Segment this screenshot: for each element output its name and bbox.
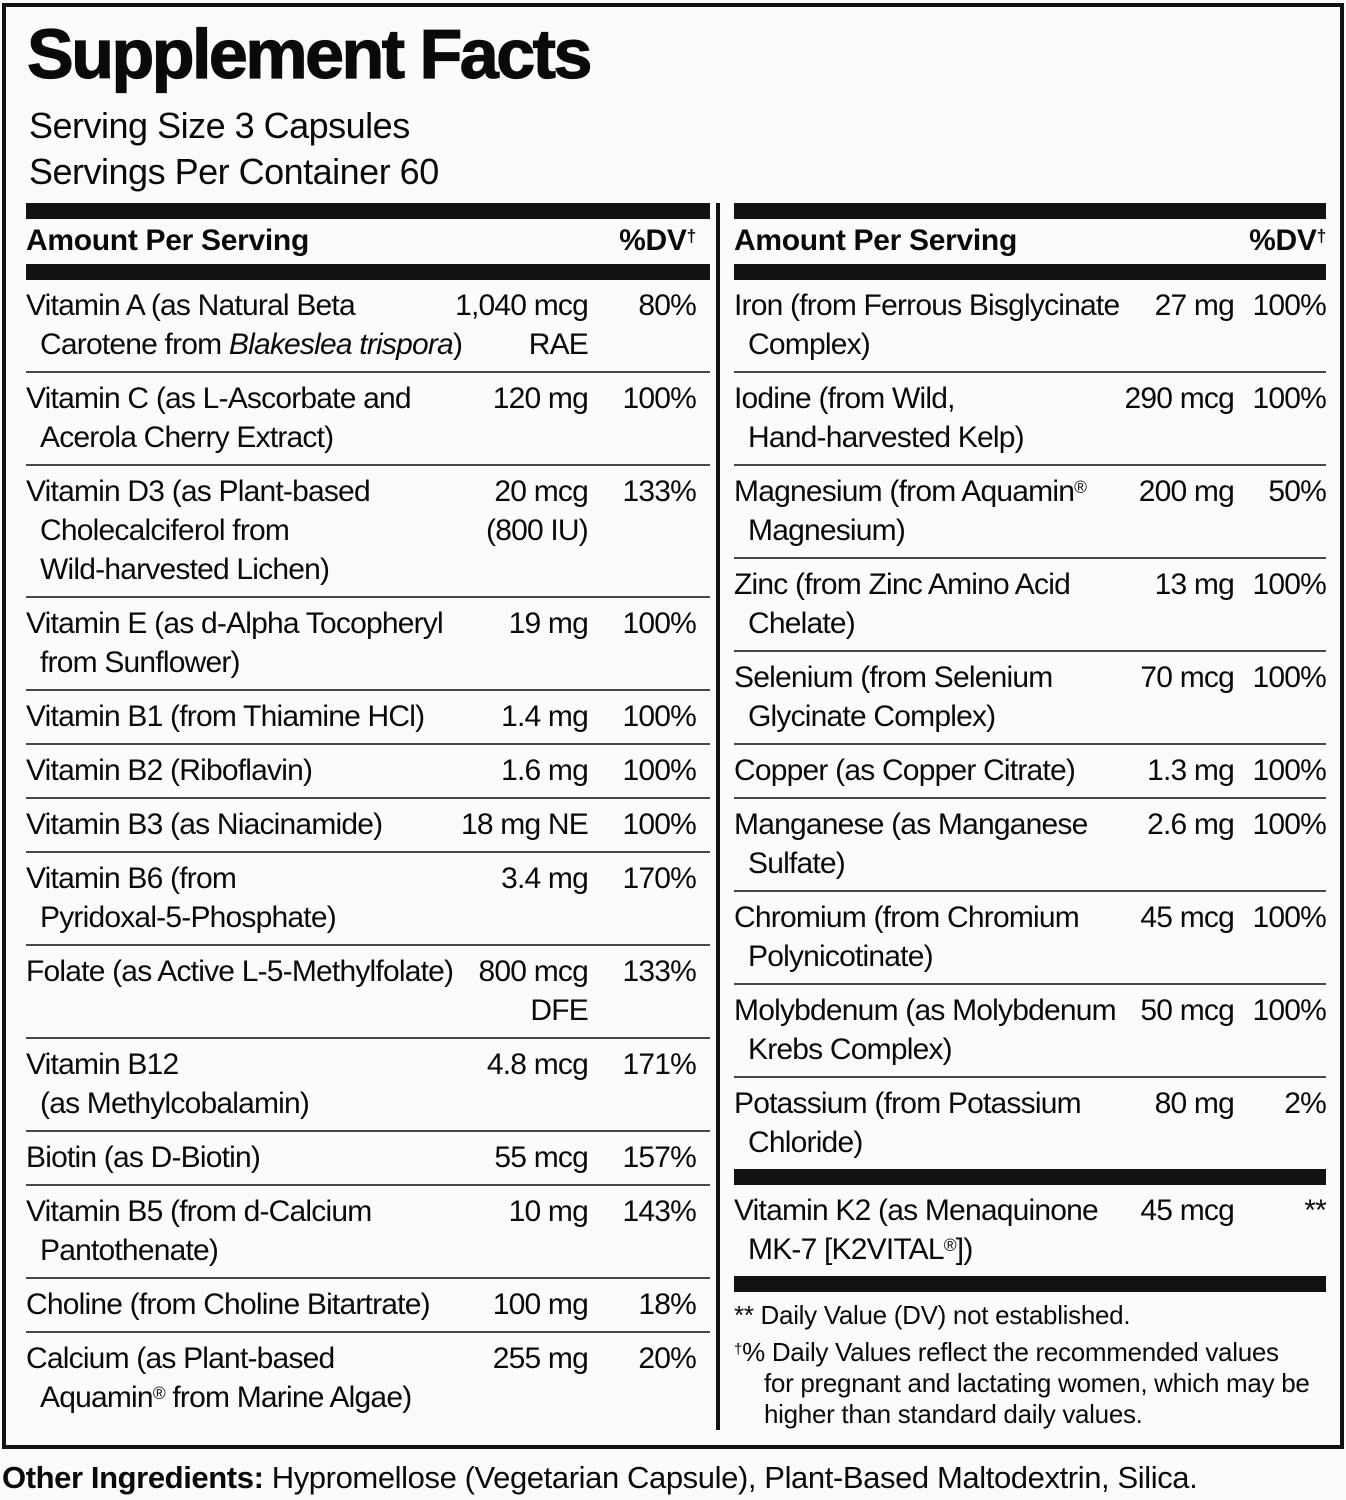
nutrient-name [26,286,463,364]
nutrient-dv: 100% [622,607,696,640]
text-line: Carotene from Blakeslea trispora) [40,328,463,361]
nutrient-dv: 171% [622,1048,696,1081]
text-line: Vitamin E (as d-Alpha Tocopheryl [26,607,443,640]
nutrient-dv: 20% [638,1342,696,1375]
text-line: Vitamin B5 (from d-Calcium [26,1195,372,1228]
nutrient-dv: 100% [1252,382,1326,415]
servings-per-container: Servings Per Container 60 [29,151,439,192]
nutrient-dv: 2% [1284,1087,1326,1120]
nutrient-amount [1084,991,1234,1069]
amount-per-serving-label: Amount Per Serving [734,224,1017,257]
nutrient-row [734,743,1326,797]
text-line: Magnesium) [748,514,906,547]
text-line: 55 mcg [494,1141,588,1174]
footnotes [734,1292,1326,1430]
nutrient-amount [1084,805,1234,883]
text-line: RAE [528,328,588,361]
text-line: Pyridoxal-5-Phosphate) [40,901,336,934]
nutrient-row [26,1130,710,1184]
nutrient-row [734,557,1326,650]
nutrient-row [734,797,1326,890]
nutrient-row [26,371,710,464]
text-line: Vitamin K2 (as Menaquinone [734,1194,1098,1227]
nutrient-row [26,1277,710,1331]
nutrient-amount [418,952,588,1030]
nutrient-dv: 133% [622,955,696,988]
nutrient-amount [1084,1084,1234,1162]
nutrient-dv: 50% [1268,475,1326,508]
nutrient-amount [418,1285,588,1324]
right-column-header [734,219,1326,264]
nutrient-row [734,280,1326,371]
text-line: Krebs Complex) [748,1033,952,1066]
supplement-facts-panel [2,3,1344,1449]
footnote-daily-values [734,1337,1324,1430]
text-line: Vitamin B1 (from Thiamine HCl) [26,700,425,733]
text-line: Acerola Cherry Extract) [40,421,334,454]
nutrient-name [26,1285,430,1324]
nutrient-row [734,1076,1326,1169]
nutrient-name [26,697,425,736]
nutrient-row [26,743,710,797]
nutrient-row [734,983,1326,1076]
text-line: Wild-harvested Lichen) [40,553,330,586]
supplement-facts-title: Supplement Facts [27,15,590,93]
nutrient-name [734,565,1084,643]
nutrient-amount [418,1045,588,1123]
percent-dv-label: %DV† [1249,224,1326,257]
nutrient-row [26,280,710,371]
nutrient-row [734,464,1326,557]
text-line: for pregnant and lactating women, which may be [764,1368,1310,1398]
nutrient-name [734,286,1120,364]
text-line: Vitamin B6 (from [26,862,237,895]
nutrient-amount [418,472,588,589]
text-line: Choline (from Choline Bitartrate) [26,1288,430,1321]
nutrient-row [734,890,1326,983]
nutrient-row [734,650,1326,743]
nutrient-row [26,596,710,689]
right-column [734,203,1326,1430]
text-line: Iron (from Ferrous Bisglycinate [734,289,1120,322]
text-line: †% Daily Values reflect the recommended values [734,1337,1279,1367]
serving-size: Serving Size 3 Capsules [29,105,410,146]
nutrient-amount [1084,472,1234,550]
text-line: 1.4 mg [501,700,588,733]
text-line: Manganese (as Manganese [734,808,1088,841]
nutrient-row [26,1184,710,1277]
nutrient-row [26,851,710,944]
text-line: higher than standard daily values. [764,1399,1143,1429]
text-line: Folate (as Active L-5-Methylfolate) [26,955,454,988]
nutrient-name [26,805,418,844]
text-line: 1.6 mg [501,754,588,787]
percent-dv-label: %DV† [619,224,696,257]
nutrient-name [734,751,1084,790]
left-column-header [26,219,710,264]
text-line: 13 mg [1154,568,1234,601]
nutrient-row [26,464,710,596]
text-line: Iodine (from Wild, [734,382,955,415]
text-line: Potassium (from Potassium [734,1087,1081,1120]
nutrient-name [734,991,1116,1069]
text-line: Chloride) [748,1126,863,1159]
thick-rule [26,264,710,280]
vitamin-k2-rows [734,1185,1326,1276]
nutrient-amount [1084,565,1234,643]
nutrient-amount [1084,751,1234,790]
text-line: 255 mg [492,1342,588,1375]
text-line: Aquamin® from Marine Algae) [40,1381,412,1414]
nutrient-amount [418,751,588,790]
text-line: Molybdenum (as Molybdenum [734,994,1116,1027]
nutrient-dv: 100% [622,808,696,841]
nutrient-dv: 100% [1252,289,1326,322]
text-line: 20 mcg [494,475,588,508]
text-line: Sulfate) [748,847,845,880]
nutrient-dv: 100% [1252,808,1326,841]
nutrient-amount [418,859,588,937]
text-line: Vitamin D3 (as Plant-based [26,475,370,508]
text-line: 1.3 mg [1147,754,1234,787]
nutrient-row [26,944,710,1037]
nutrient-dv: 157% [622,1141,696,1174]
text-line: 80 mg [1154,1087,1234,1120]
nutrient-amount [418,1192,588,1270]
text-line: (800 IU) [486,514,588,547]
nutrient-name [26,1339,418,1417]
text-line: 70 mcg [1140,661,1234,694]
text-line: 19 mg [508,607,588,640]
text-line: Complex) [748,328,870,361]
nutrient-amount [418,805,588,844]
left-column [26,203,710,1430]
nutrient-row [734,371,1326,464]
nutrient-name [734,379,1084,457]
nutrient-name [26,859,418,937]
nutrient-amount [1084,286,1234,364]
nutrient-dv: 133% [622,475,696,508]
nutrient-dv: 80% [638,289,696,322]
text-line: 2.6 mg [1147,808,1234,841]
text-line: (as Methylcobalamin) [40,1087,310,1120]
thick-rule [734,203,1326,219]
nutrient-row [26,1037,710,1130]
column-divider [716,203,720,1430]
thick-rule [734,264,1326,280]
nutrient-name [26,1045,418,1123]
nutrient-row [734,1185,1326,1276]
nutrient-dv: 100% [1252,901,1326,934]
text-line: Glycinate Complex) [748,700,996,733]
nutrient-row [26,1331,710,1424]
nutrient-name [26,1192,418,1270]
text-line: 45 mcg [1140,901,1234,934]
text-line: Pantothenate) [40,1234,219,1267]
text-line: 27 mg [1154,289,1234,322]
nutrient-amount [1084,379,1234,457]
nutrient-row [26,689,710,743]
other-ingredients: Other Ingredients: Hypromellose (Vegetarian Capsule), Plant-Based Maltodextrin, Silica. [2,1460,1198,1495]
nutrient-name [26,472,418,589]
nutrient-amount [418,286,588,364]
text-line: 3.4 mg [501,862,588,895]
amount-per-serving-label: Amount Per Serving [26,224,309,257]
text-line: 1,040 mcg [455,289,588,322]
text-line: Selenium (from Selenium [734,661,1053,694]
facts-columns [6,203,1340,1430]
thick-rule [734,1169,1326,1185]
text-line: 50 mcg [1140,994,1234,1027]
text-line: Biotin (as D-Biotin) [26,1141,261,1174]
nutrient-name [734,1084,1084,1162]
nutrient-row [26,797,710,851]
nutrient-name [26,952,454,1030]
nutrient-name [26,379,418,457]
text-line: Chelate) [748,607,855,640]
left-nutrient-rows [26,280,710,1424]
right-nutrient-rows [734,280,1326,1169]
text-line: Vitamin B3 (as Niacinamide) [26,808,383,841]
text-line: Calcium (as Plant-based [26,1342,335,1375]
text-line: Vitamin A (as Natural Beta [26,289,355,322]
nutrient-name [26,604,443,682]
nutrient-amount [418,604,588,682]
text-line: Magnesium (from Aquamin® [734,475,1087,508]
nutrient-dv: 100% [622,700,696,733]
nutrient-name [734,472,1087,550]
text-line: 18 mg NE [461,808,588,841]
text-line: Copper (as Copper Citrate) [734,754,1076,787]
nutrient-dv: 100% [1252,994,1326,1027]
nutrient-amount [418,1339,588,1417]
text-line: from Sunflower) [40,646,240,679]
text-line: 120 mg [492,382,588,415]
text-line: 290 mcg [1124,382,1234,415]
nutrient-amount [418,1138,588,1177]
text-line: Polynicotinate) [748,940,933,973]
nutrient-dv: 100% [1252,754,1326,787]
nutrient-dv: 143% [622,1195,696,1228]
nutrient-name [26,1138,418,1177]
nutrient-dv: 100% [1252,661,1326,694]
nutrient-amount [1084,1191,1234,1269]
text-line: Hand-harvested Kelp) [748,421,1024,454]
text-line: 800 mcg [478,955,588,988]
text-line: 100 mg [492,1288,588,1321]
nutrient-dv: 100% [1252,568,1326,601]
nutrient-dv: 170% [622,862,696,895]
text-line: 45 mcg [1140,1194,1234,1227]
nutrient-dv: 18% [638,1288,696,1321]
text-line: Cholecalciferol from [40,514,290,547]
text-line: 10 mg [508,1195,588,1228]
nutrient-dv: ** [1304,1194,1326,1227]
footnote-dv-not-established: ** Daily Value (DV) not established. [734,1300,1131,1330]
text-line: Chromium (from Chromium [734,901,1079,934]
nutrient-name [734,805,1088,883]
nutrient-name [734,1191,1098,1269]
nutrient-amount [418,697,588,736]
nutrient-name [734,898,1084,976]
thick-rule [26,203,710,219]
text-line: 200 mg [1138,475,1234,508]
nutrient-dv: 100% [622,754,696,787]
nutrient-amount [1084,898,1234,976]
nutrient-name [26,751,418,790]
text-line: Zinc (from Zinc Amino Acid [734,568,1070,601]
text-line: Vitamin C (as L-Ascorbate and [26,382,411,415]
text-line: DFE [530,994,588,1027]
text-line: MK-7 [K2VITAL®]) [748,1233,973,1266]
text-line: Vitamin B2 (Riboflavin) [26,754,313,787]
text-line: 4.8 mcg [486,1048,588,1081]
text-line: Vitamin B12 [26,1048,179,1081]
nutrient-dv: 100% [622,382,696,415]
nutrient-amount [418,379,588,457]
nutrient-amount [1084,658,1234,736]
thick-rule [734,1276,1326,1292]
nutrient-name [734,658,1084,736]
